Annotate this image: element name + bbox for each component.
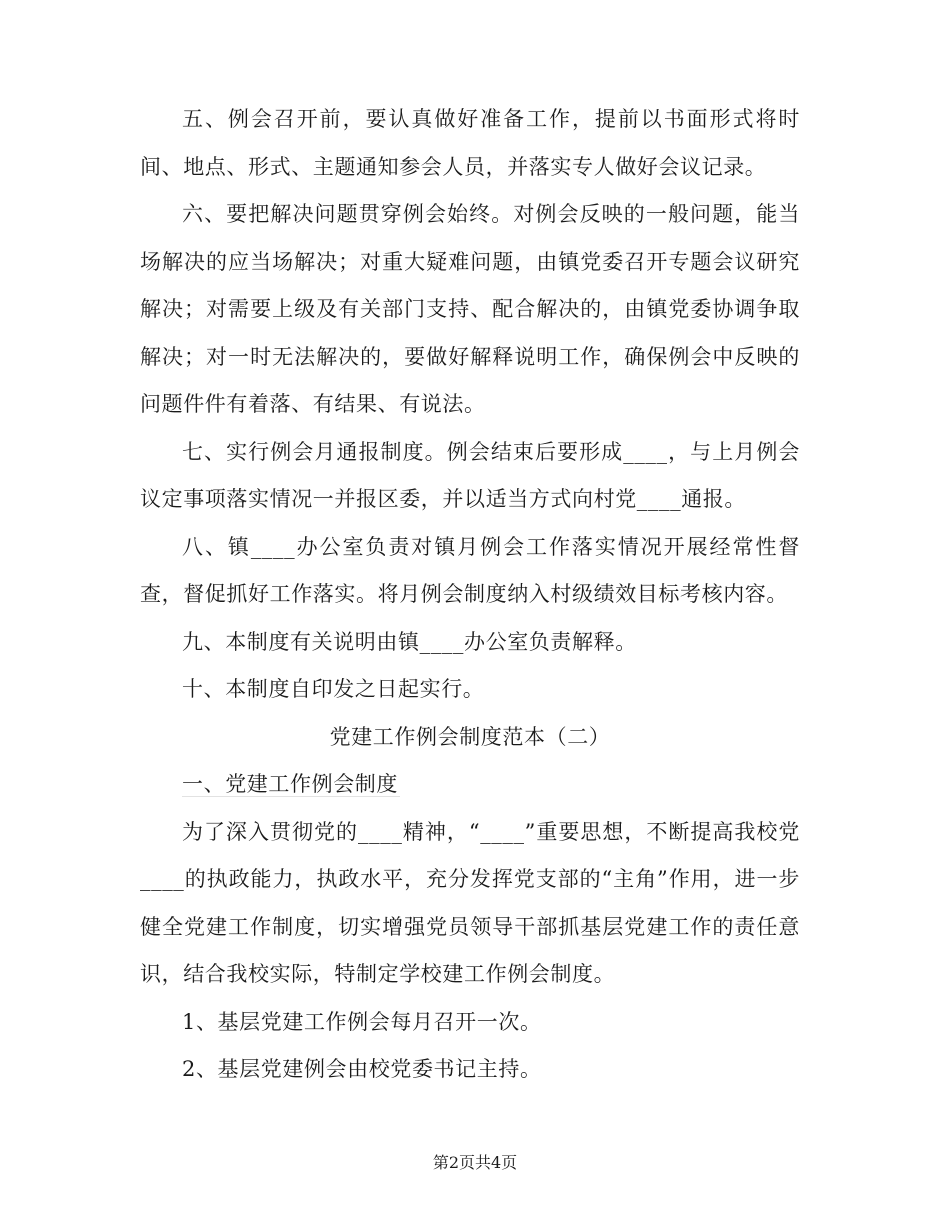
rule-item-1: 1、基层党建工作例会每月召开一次。 — [182, 1009, 542, 1034]
paragraph-9: 九、本制度有关说明由镇____办公室负责解释。 — [182, 629, 637, 654]
paragraph-8: 八、镇____办公室负责对镇月例会工作落实情况开展经常性督查，督促抓好工作落实。将月例会制度纳入村级绩效目标考核内容。 — [140, 534, 800, 606]
document-body — [140, 96, 800, 1094]
paragraph-5: 五、例会召开前，要认真做好准备工作，提前以书面形式将时间、地点、形式、主题通知参会人员，并落实专人做好会议记录。 — [140, 107, 800, 179]
subsection-title — [140, 761, 800, 809]
subsection-title-text: 一、党建工作例会制度 — [182, 772, 398, 796]
paragraph-10: 十、本制度自印发之日起实行。 — [182, 677, 485, 701]
section-title: 党建工作例会制度范本（二） — [329, 724, 611, 749]
rule-item-2: 2、基层党建例会由校党委书记主持。 — [182, 1057, 542, 1081]
paragraph-6: 六、要把解决问题贯穿例会始终。对例会反映的一般问题，能当场解决的应当场解决；对重大疑难问题，由镇党委召开专题会议研究解决；对需要上级及有关部门支持、配合解决的，由镇党委协调争取解决；对一时无法解决的，要做好解释说明工作，确保例会中反映的问题件件有着落、有结果、有说法。 — [140, 202, 800, 416]
intro-paragraph: 为了深入贯彻党的____精神，“____”重要思想，不断提高我校党____的执政能力，执政水平，充分发挥党支部的“主角”作用，进一步健全党建工作制度，切实增强党员领导干部抓基层党建工作的责任意识，结合我校实际，特制定学校建工作例会制度。 — [140, 819, 800, 986]
page-number-footer: 第2页共4页 — [432, 1153, 518, 1172]
paragraph-7: 七、实行例会月通报制度。例会结束后要形成____，与上月例会议定事项落实情况一并报区委，并以适当方式向村党____通报。 — [140, 439, 800, 511]
